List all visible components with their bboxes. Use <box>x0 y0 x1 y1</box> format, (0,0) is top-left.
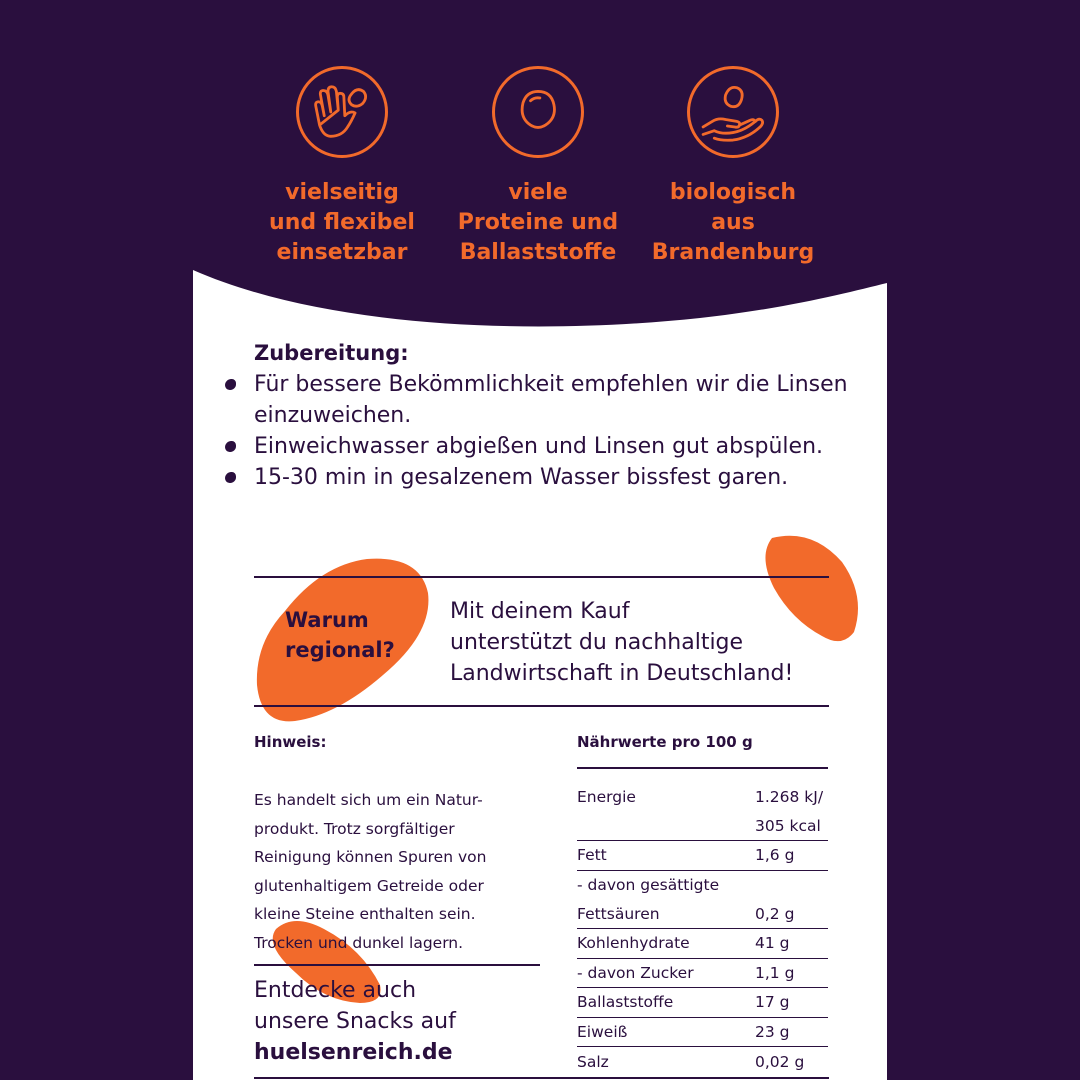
divider-left-bottom <box>254 964 540 966</box>
feature-label-line: einsetzbar <box>276 240 408 265</box>
feature-label-line: Ballaststoffe <box>459 240 617 265</box>
hint-line: kleine Steine enthalten sein. <box>254 905 476 924</box>
feature-flexible <box>247 66 437 268</box>
nutrition-row <box>577 928 828 958</box>
nutrition-row <box>577 870 828 899</box>
nutrition-row <box>577 1017 828 1047</box>
hint-title: Hinweis: <box>254 733 327 751</box>
hint-line: Es handelt sich um ein Natur- <box>254 791 483 809</box>
why-regional-text <box>450 596 850 689</box>
hint-text <box>254 786 544 958</box>
preparation-list <box>225 369 865 493</box>
feature-organic <box>638 66 828 268</box>
website-link[interactable]: huelsenreich.de <box>254 1040 453 1065</box>
snacks-promo <box>254 975 544 1068</box>
preparation-step <box>225 431 865 462</box>
lentil-icon <box>492 66 584 158</box>
nutrition-row <box>577 783 828 812</box>
feature-label-line: Proteine und <box>457 210 619 235</box>
nutrition-row <box>577 812 828 841</box>
nutrition-value: 41 g <box>755 928 828 958</box>
nutrition-value: 0,2 g <box>755 899 828 928</box>
preparation-step-text: 15-30 min in gesalzenem Wasser bissfest garen. <box>254 465 789 490</box>
feature-label-line: aus <box>711 210 755 235</box>
nutrition-row <box>577 899 828 928</box>
nutrition-table <box>577 783 828 1076</box>
nutrition-row <box>577 958 828 988</box>
bullet-icon <box>225 379 236 390</box>
nutrition-value: 1.268 kJ/ <box>755 788 824 807</box>
divider-middle <box>254 705 829 707</box>
feature-label-line: viele <box>508 180 568 205</box>
nutrition-row <box>577 1047 828 1076</box>
nutrition-value: 0,02 g <box>755 1052 805 1071</box>
open-hand-lentil-icon <box>687 66 779 158</box>
nutrition-row <box>577 988 828 1018</box>
nutrition-name: - davon Zucker <box>577 958 755 988</box>
nutrition-value: 17 g <box>755 988 828 1018</box>
snacks-line: unsere Snacks auf <box>254 1009 456 1034</box>
nutrition-title: Nährwerte pro 100 g <box>577 733 753 751</box>
hint-line: Trocken und dunkel lagern. <box>254 933 464 952</box>
bullet-icon <box>225 472 236 483</box>
preparation-step-text: Für bessere Bekömmlichkeit empfehlen wir die Linsen einzuweichen. <box>254 372 848 428</box>
nutrition-name: Salz <box>577 1052 609 1071</box>
feature-label-line: Brandenburg <box>651 240 815 265</box>
nutrition-value: 1,1 g <box>755 958 828 988</box>
nutrition-name: Eiweiß <box>577 1017 755 1047</box>
why-regional-text-line: unterstützt du nachhaltige <box>450 630 744 655</box>
nutrition-value: 23 g <box>755 1017 828 1047</box>
nutrition-value <box>755 870 828 899</box>
nutrition-name: Fettsäuren <box>577 899 755 928</box>
nutrition-name: Fett <box>577 841 755 871</box>
feature-label-line: vielseitig <box>285 180 399 205</box>
nutrition-value: 1,6 g <box>755 841 828 871</box>
feature-label-line: und flexibel <box>269 210 415 235</box>
divider-nutrition-top <box>577 767 828 769</box>
feature-proteins <box>443 66 633 268</box>
preparation-step <box>225 462 865 493</box>
nutrition-name: Ballaststoffe <box>577 988 755 1018</box>
hint-line: Reinigung können Spuren von <box>254 848 487 867</box>
feature-label-line: biologisch <box>669 180 797 205</box>
hint-line: produkt. Trotz sorgfältiger <box>254 819 455 838</box>
why-regional-label <box>285 605 395 665</box>
divider-nutrition-bottom <box>254 1077 829 1079</box>
bullet-icon <box>225 441 236 452</box>
nutrition-name <box>577 812 755 841</box>
nutrition-name: - davon gesättigte <box>577 876 720 895</box>
preparation-step-text: Einweichwasser abgießen und Linsen gut abspülen. <box>254 434 824 459</box>
hint-line: glutenhaltigem Getreide oder <box>254 876 484 895</box>
why-regional-line: regional? <box>285 638 395 662</box>
preparation-step <box>225 369 865 431</box>
why-regional-line: Warum <box>285 608 369 632</box>
preparation-title: Zubereitung: <box>254 341 409 365</box>
nutrition-name: Kohlenhydrate <box>577 928 755 958</box>
nutrition-row <box>577 841 828 871</box>
divider-top <box>254 576 829 578</box>
why-regional-text-line: Mit deinem Kauf <box>450 599 630 624</box>
hand-holding-lentil-icon <box>296 66 388 158</box>
snacks-line: Entdecke auch <box>254 978 417 1003</box>
nutrition-name: Energie <box>577 788 636 807</box>
why-regional-text-line: Landwirtschaft in Deutschland! <box>450 661 794 686</box>
nutrition-value: 305 kcal <box>755 812 828 841</box>
